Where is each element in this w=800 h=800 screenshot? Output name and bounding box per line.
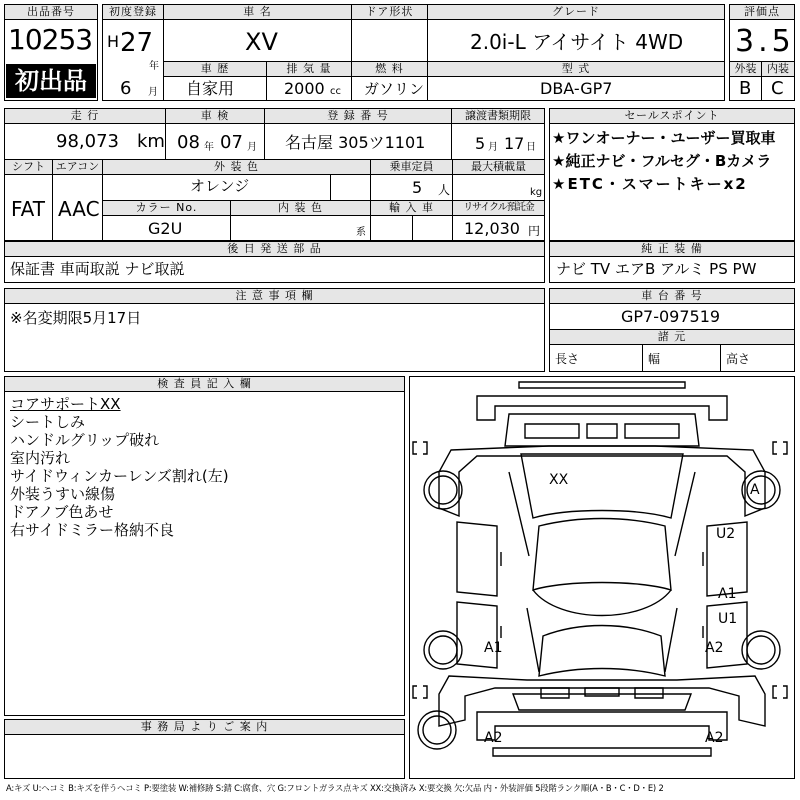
ac-type: AAC <box>58 197 100 221</box>
damage-mark-right-rear-door-scratch: A1 <box>718 586 737 602</box>
notes-text: ※名変期限5月17日 <box>10 309 142 327</box>
capacity-unit: 人 <box>438 183 451 197</box>
lot-number: 10253 <box>8 23 93 56</box>
selling-point-3: ★ETC・スマートキーx2 <box>552 175 748 193</box>
chassis-number: GP7-097519 <box>621 307 721 326</box>
inspection-month-unit: 月 <box>247 142 257 153</box>
damage-mark-rear-bumper-right: A2 <box>705 730 724 746</box>
grade: 2.0i-L アイサイト 4WD <box>470 30 684 54</box>
fuel-header: 燃 料 <box>351 61 428 77</box>
shift-header: シフト <box>4 159 53 175</box>
damage-mark-left-rear-fender: A1 <box>484 640 503 656</box>
inspector-line-4: 室内汚れ <box>10 449 71 467</box>
fuel: ガソリン <box>364 80 425 98</box>
inspection-year-unit: 年 <box>204 142 214 153</box>
recycle-fee-header: リサイクル預託金 <box>452 200 545 216</box>
deferred-parts: 保証書 車両取説 ナビ取説 <box>10 260 185 278</box>
score-header: 評価点 <box>729 4 795 20</box>
inspector-line-7: ドアノブ色あせ <box>10 503 114 521</box>
car-diagram <box>409 376 795 779</box>
selling-points-header: セールスポイント <box>549 108 795 124</box>
transfer-month: 5 <box>475 134 486 153</box>
first-registration-header: 初度登録 <box>102 4 164 20</box>
year-unit: 年 <box>149 61 159 72</box>
height-label: 高さ <box>726 352 751 366</box>
inspector-line-8: 右サイドミラー格納不良 <box>10 521 174 539</box>
inspector-line-5: サイドウィンカーレンズ割れ(左) <box>10 467 229 485</box>
damage-mark-core-support: XX <box>549 472 569 488</box>
registration-plate: 名古屋 305ツ1101 <box>285 133 426 152</box>
transfer-deadline-header: 譲渡書類期限 <box>451 108 545 124</box>
car-name: XV <box>245 28 278 56</box>
color-no-header: カラー No. <box>102 200 231 216</box>
length-label: 長さ <box>555 352 580 366</box>
notes-header: 注 意 事 項 欄 <box>4 288 545 304</box>
width-label: 幅 <box>648 352 661 366</box>
car-name-header: 車 名 <box>163 4 352 20</box>
displacement-header: 排 気 量 <box>266 61 352 77</box>
damage-mark-right-front-door-dent: U2 <box>716 526 736 542</box>
shift-type: FAT <box>11 197 46 221</box>
model-header: 型 式 <box>427 61 725 77</box>
first-registration-year: 27 <box>120 28 154 58</box>
dimensions-header: 諸 元 <box>549 329 795 345</box>
selling-point-1: ★ワンオーナー・ユーザー買取車 <box>552 129 776 147</box>
equipment-header: 純 正 装 備 <box>549 241 795 257</box>
import-header: 輸 入 車 <box>370 200 453 216</box>
selling-point-2: ★純正ナビ・フルセグ・Bカメラ <box>552 152 772 170</box>
lot-number-header: 出品番号 <box>4 4 98 20</box>
deferred-parts-header: 後 日 発 送 部 品 <box>4 241 545 257</box>
ac-header: エアコン <box>52 159 103 175</box>
vehicle-history: 自家用 <box>186 79 235 98</box>
inspection-month: 07 <box>220 132 243 153</box>
color-number: G2U <box>148 219 183 238</box>
interior-grade: C <box>771 78 784 99</box>
inspector-line-3: ハンドルグリップ破れ <box>10 431 160 449</box>
factory-equipment: ナビ TV エアB アルミ PS PW <box>556 260 757 278</box>
mileage: 98,073 <box>56 131 119 152</box>
max-load-unit: kg <box>530 187 543 198</box>
first-registration-month: 6 <box>120 78 132 99</box>
damage-mark-right-front-wheel: A <box>750 482 760 498</box>
transfer-day-unit: 日 <box>526 142 536 153</box>
inspector-line-1: コアサポートXX <box>10 395 121 413</box>
inspection-header: 車 検 <box>165 108 265 124</box>
capacity-header: 乗車定員 <box>370 159 453 175</box>
seating-capacity: 5 <box>412 178 423 197</box>
inspector-header: 検 査 員 記 入 欄 <box>4 376 405 392</box>
recycle-fee: 12,030 <box>464 219 520 238</box>
damage-legend: A:キズ U:ヘコミ B:キズを伴うヘコミ P:要塗装 W:補修跡 S:錆 C:腐食、穴 G:フロントガラス点キズ XX:交換済み X:要交換 欠:欠品 内・外装評価 5段階ランク順(A・B・C・D・E) 2 <box>6 783 664 793</box>
score-value: 3.5 <box>735 24 795 59</box>
chassis-header: 車 台 番 号 <box>549 288 795 304</box>
grade-header: グレード <box>427 4 725 20</box>
damage-mark-rear-bumper-left: A2 <box>484 730 503 746</box>
plate-header: 登 録 番 号 <box>264 108 452 124</box>
door-header: ドア形状 <box>351 4 428 20</box>
max-load-header: 最大積載量 <box>452 159 545 175</box>
displacement-unit: cc <box>330 86 341 97</box>
office-header: 事 務 局 よ り ご 案 内 <box>4 719 405 735</box>
exterior-color: オレンジ <box>190 177 250 195</box>
transfer-month-unit: 月 <box>488 142 498 153</box>
month-unit: 月 <box>148 87 158 98</box>
displacement: 2000 <box>284 79 325 98</box>
interior-grade-header: 内装 <box>761 61 795 77</box>
exterior-grade: B <box>739 78 752 99</box>
inspector-line-6: 外装うすい線傷 <box>10 485 116 503</box>
mileage-unit: km <box>137 131 165 152</box>
damage-mark-right-rear-fender: A2 <box>705 640 724 656</box>
mileage-header: 走 行 <box>4 108 166 124</box>
recycle-fee-unit: 円 <box>528 224 541 238</box>
era-label: H <box>107 32 120 51</box>
inspector-line-2: シートしみ <box>10 413 86 431</box>
exterior-grade-header: 外装 <box>729 61 762 77</box>
interior-color-unit: 系 <box>356 227 366 238</box>
exterior-color-header: 外 装 色 <box>102 159 371 175</box>
interior-color-header: 内 装 色 <box>230 200 371 216</box>
history-header: 車 歴 <box>163 61 267 77</box>
damage-mark-right-rear-door-dent: U1 <box>718 611 738 627</box>
first-listing-badge: 初出品 <box>6 64 96 98</box>
transfer-day: 17 <box>504 134 525 153</box>
model-code: DBA-GP7 <box>540 79 613 98</box>
inspection-year: 08 <box>177 132 200 153</box>
